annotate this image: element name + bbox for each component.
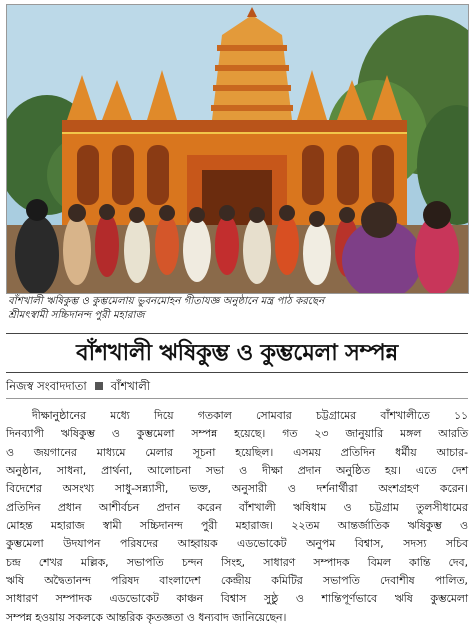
body-line: চন্দ্র শেখর মল্লিক, সভাপতি চন্দন সিংহ, সাধারণ সম্পাদক বিমল কান্তি দেব, <box>6 555 468 569</box>
byline-location: বাঁশখালী <box>110 379 151 393</box>
body-line: দীক্ষানুষ্ঠানের মধ্যে দিয়ে গতকাল সোমবার চট্টগ্রামের বাঁশখালীতে ১১ <box>32 409 468 422</box>
byline-reporter: নিজস্ব সংবাদদাতা <box>6 379 87 393</box>
body-line: সাধারণ সম্পাদক এডভোকেট কাঞ্চন বিশ্বাস সুষ্ঠু ও শান্তিপূর্ণভাবে ঋষি কুম্ভমেলা <box>6 592 468 606</box>
body-line: মোহন্ত মহারাজ স্বামী সচ্চিদানন্দ পুরী মহারাজ। ২২তম আন্তর্জাতিক ঋষিকুম্ভ ও <box>6 519 468 533</box>
byline <box>6 378 150 394</box>
photo-caption <box>8 295 468 323</box>
body-line: সম্পন্ন হওয়ায় সকলকে আন্তরিক কৃতজ্ঞতা ও ধন্যবাদ জানিয়েছেন। <box>6 610 287 624</box>
body-line: অনুষ্ঠান, সাধনা, প্রার্থনা, আলোচনা সভা ও দীক্ষা প্রদান অনুষ্ঠিত হয়। এতে দেশ <box>6 464 468 478</box>
news-photo <box>6 4 469 294</box>
body-line: কুম্ভমেলা উদযাপন পরিষদের আহ্বায়ক এডভোকেট অনুপম বিশ্বাস, সদস্য সচিব <box>6 537 468 551</box>
headline: বাঁশখালী ঋষিকুম্ভ ও কুম্ভমেলা সম্পন্ন <box>76 340 398 366</box>
divider <box>6 372 468 373</box>
body-line: ও জয়গানের মাধ্যমে মেলার সূচনা হয়েছিল। এসময় প্রতিদিন ধর্মীয় আচার- <box>6 445 468 459</box>
body-line: বিদেশের অসংখ্য সাধু-সন্ন্যাসী, ভক্ত, অনুসারী ও দর্শনার্থীরা অংশগ্রহণ করেন। <box>6 482 468 496</box>
body-line: প্রতিদিন প্রধান আশীর্বচন প্রদান করেন বাঁশখালী ঋষিধাম ও চট্টগ্রাম তুলসীধামের <box>6 500 468 514</box>
square-bullet-icon <box>95 382 103 390</box>
divider <box>6 333 468 334</box>
body-line: দিনব্যাপী ঋষিকুম্ভ ও কুম্ভমেলা সম্পন্ন হয়েছে। গত ২৩ জানুয়ারি মঙ্গল আরতি <box>6 427 468 441</box>
caption-line: শ্রীমৎস্বামী সচ্চিদানন্দ পুরী মহারাজ <box>8 310 145 321</box>
caption-line: বাঁশখালী ঋষিকুম্ভ ও কুম্ভমেলায় ভুবনমোহন গীতাযজ্ঞ অনুষ্ঠানে মন্ত্র পাঠ করছেন <box>8 296 325 307</box>
article-body <box>6 407 468 627</box>
divider <box>6 398 468 399</box>
body-line: ঋষি অদ্বৈতানন্দ পরিষদ বাংলাদেশ কেন্দ্রীয় কমিটির সভাপতি দেবাশীষ পালিত, <box>6 574 468 588</box>
